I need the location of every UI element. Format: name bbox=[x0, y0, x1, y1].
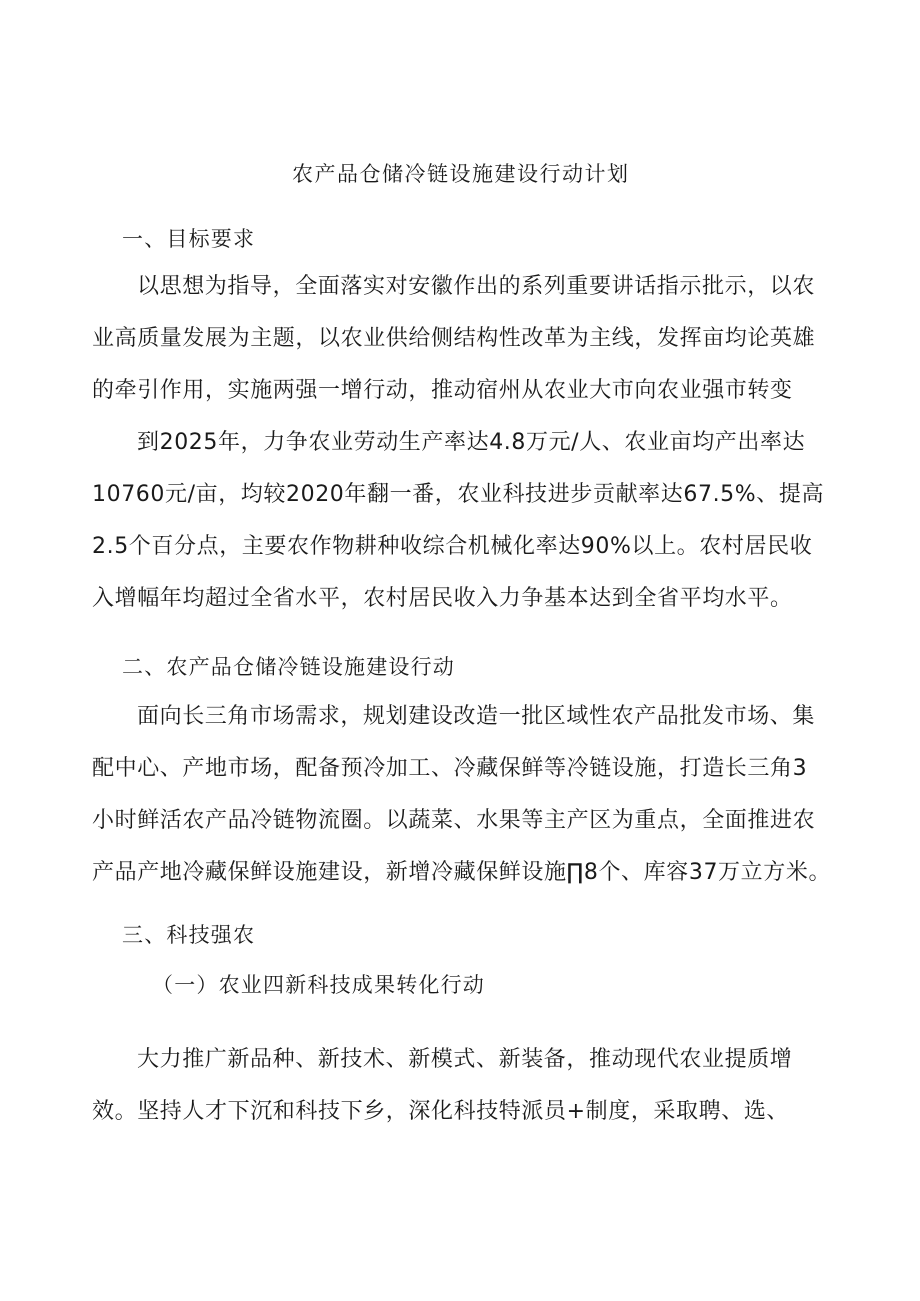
paragraph-line: 效。坚持人才下沉和科技下乡，深化科技特派员+制度，采取聘、选、 bbox=[92, 1099, 790, 1124]
paragraph-line: 小时鲜活农产品冷链物流圈。以蔬菜、水果等主产区为重点，全面推进农 bbox=[92, 808, 816, 833]
document-title: 农产品仓储冷链设施建设行动计划 bbox=[292, 162, 630, 186]
paragraph-line: 的牵引作用，实施两强一增行动，推动宿州从农业大市向农业强市转变 bbox=[92, 378, 793, 403]
section-heading-tech: 三、科技强农 bbox=[122, 923, 256, 947]
paragraph-line: 入增幅年均超过全省水平，农村居民收入力争基本达到全省平均水平。 bbox=[92, 586, 793, 611]
paragraph-line: 配中心、产地市场，配备预冷加工、冷藏保鲜等冷链设施，打造长三角3 bbox=[92, 756, 808, 781]
paragraph-line: 2.5个百分点，主要农作物耕种收综合机械化率达90%以上。农村居民收 bbox=[92, 534, 813, 559]
paragraph-line: 业高质量发展为主题，以农业供给侧结构性改革为主线，发挥亩均论英雄 bbox=[92, 326, 816, 351]
subsection-heading: （一）农业四新科技成果转化行动 bbox=[152, 973, 485, 997]
section-heading-cold-chain: 二、农产品仓储冷链设施建设行动 bbox=[122, 655, 455, 679]
paragraph-line: 到2025年，力争农业劳动生产率达4.8万元/人、农业亩均产出率达 bbox=[137, 430, 806, 455]
section-heading-goals: 一、目标要求 bbox=[122, 227, 256, 251]
paragraph-line: 大力推广新品种、新技术、新模式、新装备，推动现代农业提质增 bbox=[137, 1047, 793, 1072]
paragraph-line: 产品产地冷藏保鲜设施建设，新增冷藏保鲜设施∏8个、库容37万立方米。 bbox=[92, 860, 832, 885]
paragraph-line: 以思想为指导，全面落实对安徽作出的系列重要讲话指示批示，以农 bbox=[137, 274, 816, 299]
paragraph-line: 面向长三角市场需求，规划建设改造一批区域性农产品批发市场、集 bbox=[137, 704, 816, 729]
paragraph-line: 10760元/亩，均较2020年翻一番，农业科技进步贡献率达67.5%、提高 bbox=[92, 482, 825, 507]
